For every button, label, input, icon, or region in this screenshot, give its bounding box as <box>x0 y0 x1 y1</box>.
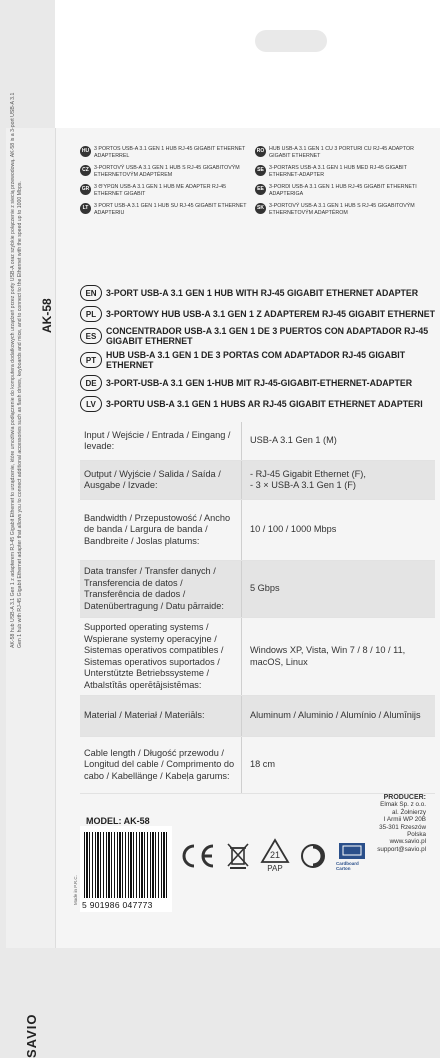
producer-line: I Armii WP 20B <box>377 816 426 823</box>
title-row <box>80 374 435 391</box>
language-row <box>80 146 430 165</box>
package-spine <box>6 128 57 948</box>
title-language-badge: PL <box>80 306 102 322</box>
spec-value: Windows XP, Vista, Win 7 / 8 / 10 / 11, macOS, Linux <box>242 618 435 695</box>
spec-row <box>80 561 435 618</box>
title-text: 3-PORTOWY HUB USB-A 3.1 GEN 1 Z ADAPTEREM RJ-45 GIGABIT ETHERNET <box>106 309 435 319</box>
language-text: 3-PORDI USB-A 3.1 GEN 1 HUB RJ-45 GIGABIT ETHERNETI ADAPTERIGA <box>269 184 430 197</box>
language-text: 3-PORTOVÝ USB-A 3.1 GEN 1 HUB S RJ-45 GIGABITOVÝM ETHERNETOVÝM ADAPTÉREM <box>94 165 255 178</box>
language-badge: LT <box>80 203 91 214</box>
spec-label: Bandwidth / Przepustowość / Ancho de banda / Largura de banda / Bandbreite / Joslas platums: <box>80 500 242 560</box>
language-text: HUB USB-A 3.1 GEN 1 CU 3 PORTURI CU RJ-45 ADAPTOR GIGABIT ETHERNET <box>269 146 430 159</box>
barcode-bars <box>84 832 168 898</box>
product-titles <box>80 284 435 416</box>
spec-row <box>80 500 435 561</box>
certification-symbols <box>180 838 368 873</box>
spec-row <box>80 696 435 737</box>
title-row <box>80 350 435 370</box>
language-text: 3 ΘΎΡΩΝ USB-A 3.1 GEN 1 HUB ΜΕ ADAPTER RJ-45 ETHERNET GIGABIT <box>94 184 255 197</box>
title-language-badge: DE <box>80 375 102 391</box>
producer-line: Elmak Sp. z o.o. <box>377 801 426 808</box>
ce-mark-icon <box>180 843 216 869</box>
language-text: 3 PORTOS USB-A 3.1 GEN 1 HUB RJ-45 GIGABIT ETHERNET ADAPTERREL <box>94 146 255 159</box>
spec-label: Supported operating systems / Wspierane systemy operacyjne / Sistemas operativos compatibles / Sistemas operativos suportados / Unterstützte Betriebssysteme / Atbalstītās operētājsistēmas: <box>80 618 242 695</box>
title-row <box>80 326 435 346</box>
spine-model: AK-58 <box>40 298 54 333</box>
barcode <box>80 826 172 912</box>
spec-value: Aluminum / Aluminio / Alumínio / Alumīnijs <box>242 696 435 736</box>
spec-label: Material / Materiał / Materiāls: <box>80 696 242 736</box>
title-row <box>80 305 435 322</box>
title-text: CONCENTRADOR USB-A 3.1 GEN 1 DE 3 PUERTOS CON ADAPTADOR RJ-45 GIGABIT ETHERNET <box>106 326 435 346</box>
spec-label: Output / Wyjście / Salida / Saída / Ausgabe / Izvade: <box>80 461 242 499</box>
barcode-number: 5 901986 047773 <box>82 900 153 910</box>
pap-code: 21 <box>270 850 280 860</box>
title-language-badge: EN <box>80 285 102 301</box>
title-language-badge: PT <box>80 352 102 368</box>
cardboard-label: Cardboard Carton <box>336 861 368 871</box>
spec-label: Cable length / Długość przewodu / Longitud del cable / Comprimento do cabo / Kabellänge / Kabeļa garums: <box>80 737 242 793</box>
language-badge: SK <box>255 203 266 214</box>
language-badge: RO <box>255 146 266 157</box>
hang-hole <box>255 30 327 52</box>
producer-title: PRODUCER: <box>377 794 426 801</box>
spec-label: Data transfer / Transfer danych / Transferencia de datos / Transferência de dados / Datenübertragung / Datu pārraide: <box>80 561 242 617</box>
language-badge: SE <box>255 165 266 176</box>
language-row <box>80 184 430 203</box>
language-badge: EE <box>255 184 266 195</box>
hang-tab <box>55 0 440 128</box>
language-list <box>80 146 430 222</box>
spec-row <box>80 737 435 794</box>
title-text: 3-PORT USB-A 3.1 GEN 1 HUB WITH RJ-45 GIGABIT ETHERNET ADAPTER <box>106 288 418 298</box>
title-text: 3-PORT-USB-A 3.1 GEN 1-HUB MIT RJ-45-GIGABIT-ETHERNET-ADAPTER <box>106 378 412 388</box>
language-badge: CZ <box>80 165 91 176</box>
language-text: 3-PORTOVÝ USB-A 3.1 GEN 1 HUB S RJ-45 GIGABITOVÝM ETHERNETOVÝM ADAPTÉROM <box>269 203 430 216</box>
pap-label: PAP <box>267 864 282 873</box>
spec-row <box>80 618 435 696</box>
spine-description: AK-58 hub USB-A 3.1 Gen 1 z adapterem RJ-45 Gigabit Ethernet to urządzenie, które umożliwia podłączenie do komputera dodatkowych urządzeń przez porty USB-A oraz szybkie połączenie z siecią przewodową. AK-58 is a 3-port USB-A 3.1 Gen 1 hub with RJ-45 Gigabit Ethernet adapter that allows you to connect additional accessories such as flash drives, keyboards and mice, and to connect to the Ethernet with the speed up to 1000 Mbps. <box>10 88 24 648</box>
title-row <box>80 284 435 301</box>
weee-bin-icon <box>226 842 250 870</box>
language-badge: GR <box>80 184 91 195</box>
spec-label: Input / Wejście / Entrada / Eingang / Ievade: <box>80 422 242 460</box>
pap-recycling-icon <box>260 838 290 873</box>
producer-info <box>377 794 426 853</box>
title-text: HUB USB-A 3.1 GEN 1 DE 3 PORTAS COM ADAPTADOR RJ-45 GIGABIT ETHERNET <box>106 350 435 370</box>
language-text: 3 PORT USB-A 3.1 GEN 1 HUB SU RJ-45 GIGABIT ETHERNET ADAPTERIU <box>94 203 255 216</box>
spec-row <box>80 461 435 500</box>
spec-row <box>80 422 435 461</box>
spec-table <box>80 422 435 794</box>
model-label: MODEL: AK-58 <box>86 816 150 826</box>
language-badge: HU <box>80 146 91 157</box>
language-text: 3-PORTARS USB-A 3.1 GEN 1 HUB MED RJ-45 GIGABIT ETHERNET-ADAPTER <box>269 165 430 178</box>
language-row <box>80 165 430 184</box>
made-in-label: Made in P.R.C. <box>73 875 78 905</box>
title-row <box>80 395 435 412</box>
spec-value: 18 cm <box>242 737 435 793</box>
brand-logo: SAVIO <box>24 1014 39 1058</box>
title-text: 3-PORTU USB-A 3.1 GEN 1 HUBS AR RJ-45 GIGABIT ETHERNET ADAPTERI <box>106 399 423 409</box>
spec-value: 10 / 100 / 1000 Mbps <box>242 500 435 560</box>
green-dot-icon <box>300 843 326 869</box>
spec-value: - RJ-45 Gigabit Ethernet (F), - 3 × USB-A 3.1 Gen 1 (F) <box>242 461 435 499</box>
language-row <box>80 203 430 222</box>
spec-value: 5 Gbps <box>242 561 435 617</box>
title-language-badge: ES <box>80 328 102 344</box>
producer-email: support@savio.pl <box>377 846 426 853</box>
producer-line: 35-301 Rzeszów <box>377 824 426 831</box>
spec-value: USB-A 3.1 Gen 1 (M) <box>242 422 435 460</box>
cardboard-carton-icon <box>336 841 368 871</box>
producer-line: Polska <box>377 831 426 838</box>
title-language-badge: LV <box>80 396 102 412</box>
producer-website: www.savio.pl <box>377 838 426 845</box>
producer-line: al. Żołnierzy <box>377 809 426 816</box>
